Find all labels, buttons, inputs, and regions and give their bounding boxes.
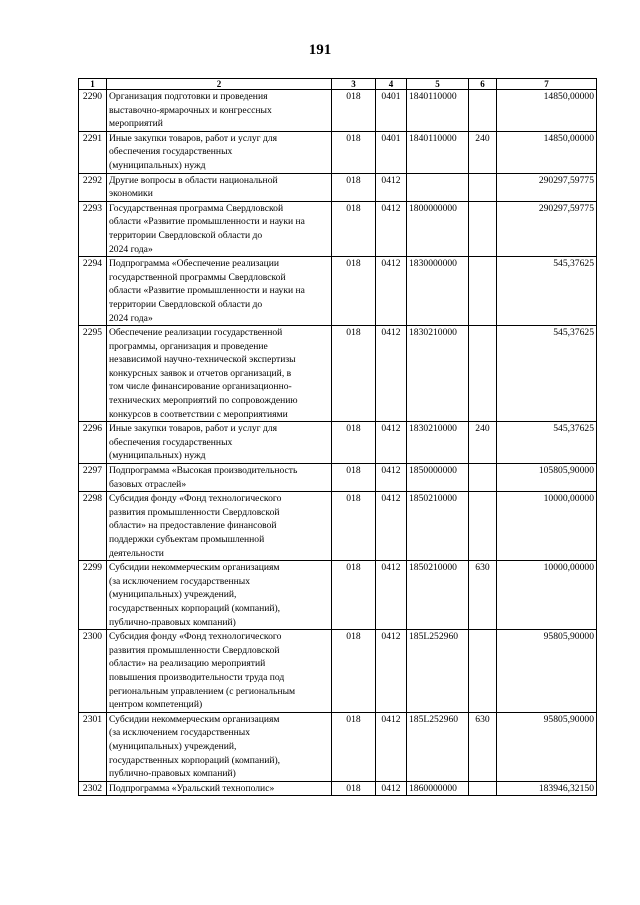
- row-description: [107, 201, 332, 256]
- description-line: обеспечения государственных: [109, 436, 233, 448]
- table-header-row: [79, 79, 597, 90]
- target-article-code: 1850000000: [407, 464, 469, 492]
- table-row: [79, 422, 597, 464]
- column-header: 2: [107, 79, 332, 90]
- table-row: [79, 90, 597, 132]
- description-line: конкурсов в соответствии с мероприятиями: [109, 408, 288, 420]
- row-number: 2297: [79, 464, 107, 492]
- amount: 545,37625: [497, 326, 597, 422]
- ministry-code: 018: [332, 422, 376, 464]
- section-code: 0401: [376, 90, 407, 132]
- description-line: базовых отраслей»: [109, 478, 187, 490]
- description-line: независимой научно-технической экспертизы: [109, 354, 296, 366]
- table-row: [79, 630, 597, 713]
- section-code: 0412: [376, 464, 407, 492]
- description-line: мероприятий: [109, 118, 163, 130]
- row-number: 2302: [79, 781, 107, 796]
- table-row: [79, 257, 597, 326]
- expense-type-code: [469, 173, 497, 201]
- table-row: [79, 464, 597, 492]
- ministry-code: 018: [332, 464, 376, 492]
- description-line: Субсидия фонду «Фонд технологического: [109, 631, 282, 643]
- description-line: (муниципальных) нужд: [109, 159, 206, 171]
- column-header: 1: [79, 79, 107, 90]
- description-line: деятельности: [109, 547, 164, 559]
- row-number: 2300: [79, 630, 107, 713]
- description-line: территории Свердловской области до: [109, 229, 263, 241]
- section-code: 0412: [376, 422, 407, 464]
- expense-type-code: [469, 492, 497, 561]
- description-line: повышения производительности труда под: [109, 671, 285, 683]
- target-article-code: 1830210000: [407, 326, 469, 422]
- row-description: [107, 131, 332, 173]
- description-line: публично-правовых компаний): [109, 768, 236, 780]
- section-code: 0412: [376, 781, 407, 796]
- amount: 183946,32150: [497, 781, 597, 796]
- amount: 545,37625: [497, 257, 597, 326]
- row-number: 2296: [79, 422, 107, 464]
- description-line: конкурсных заявок и отчетов организаций, в: [109, 367, 292, 379]
- description-line: Субсидии некоммерческим организациям: [109, 713, 280, 725]
- section-code: 0412: [376, 630, 407, 713]
- description-line: (муниципальных) учреждений,: [109, 740, 237, 752]
- section-code: 0412: [376, 326, 407, 422]
- description-line: области» на реализацию мероприятий: [109, 658, 266, 670]
- row-number: 2291: [79, 131, 107, 173]
- row-number: 2290: [79, 90, 107, 132]
- target-article-code: [407, 173, 469, 201]
- description-line: Другие вопросы в области национальной: [109, 174, 278, 186]
- description-line: региональным управлением (с региональным: [109, 685, 296, 697]
- table-row: [79, 326, 597, 422]
- ministry-code: 018: [332, 257, 376, 326]
- description-line: области «Развитие промышленности и науки на: [109, 216, 305, 228]
- description-line: Государственная программа Свердловской: [109, 202, 284, 214]
- description-line: государственной программы Свердловской: [109, 271, 286, 283]
- expense-type-code: [469, 781, 497, 796]
- table-row: [79, 173, 597, 201]
- description-line: обеспечения государственных: [109, 146, 233, 158]
- ministry-code: 018: [332, 781, 376, 796]
- row-description: [107, 422, 332, 464]
- amount: 105805,90000: [497, 464, 597, 492]
- table-row: [79, 492, 597, 561]
- description-line: Подпрограмма «Высокая производительность: [109, 465, 298, 477]
- section-code: 0401: [376, 131, 407, 173]
- target-article-code: 1840110000: [407, 131, 469, 173]
- amount: 10000,00000: [497, 561, 597, 630]
- target-article-code: 1860000000: [407, 781, 469, 796]
- description-line: области «Развитие промышленности и науки на: [109, 285, 305, 297]
- description-line: поддержки субъектам промышленной: [109, 534, 265, 545]
- row-description: [107, 561, 332, 630]
- expense-type-code: 240: [469, 422, 497, 464]
- description-line: области» на предоставление финансовой: [109, 520, 277, 532]
- expense-type-code: [469, 201, 497, 256]
- section-code: 0412: [376, 712, 407, 781]
- description-line: том числе финансирование организационно-: [109, 381, 292, 393]
- column-header: 7: [497, 79, 597, 90]
- ministry-code: 018: [332, 630, 376, 713]
- target-article-code: 1850210000: [407, 492, 469, 561]
- column-header: 4: [376, 79, 407, 90]
- amount: 10000,00000: [497, 492, 597, 561]
- row-description: [107, 257, 332, 326]
- table-row: [79, 712, 597, 781]
- target-article-code: 1800000000: [407, 201, 469, 256]
- description-line: центром компетенций): [109, 699, 203, 711]
- page-number: 191: [308, 42, 332, 58]
- description-line: публично-правовых компаний): [109, 616, 236, 628]
- column-header: 6: [469, 79, 497, 90]
- ministry-code: 018: [332, 201, 376, 256]
- row-description: [107, 326, 332, 422]
- description-line: Иные закупки товаров, работ и услуг для: [109, 423, 278, 435]
- description-line: 2024 года»: [109, 312, 153, 324]
- ministry-code: 018: [332, 712, 376, 781]
- expense-type-code: 240: [469, 131, 497, 173]
- target-article-code: 185L252960: [407, 630, 469, 713]
- expense-type-code: [469, 326, 497, 422]
- row-number: 2293: [79, 201, 107, 256]
- amount: 95805,90000: [497, 712, 597, 781]
- section-code: 0412: [376, 201, 407, 256]
- description-line: технических мероприятий по сопровождению: [109, 395, 298, 407]
- description-line: государственных корпораций (компаний),: [109, 602, 281, 614]
- row-description: [107, 464, 332, 492]
- section-code: 0412: [376, 173, 407, 201]
- row-description: [107, 781, 332, 796]
- expense-type-code: [469, 90, 497, 132]
- description-line: (за исключением государственных: [109, 575, 251, 587]
- description-line: (муниципальных) нужд: [109, 450, 206, 462]
- ministry-code: 018: [332, 561, 376, 630]
- target-article-code: 1840110000: [407, 90, 469, 132]
- row-number: 2292: [79, 173, 107, 201]
- amount: 545,37625: [497, 422, 597, 464]
- expense-type-code: [469, 257, 497, 326]
- table-body: [79, 90, 597, 796]
- expense-type-code: 630: [469, 561, 497, 630]
- amount: 95805,90000: [497, 630, 597, 713]
- amount: 290297,59775: [497, 201, 597, 256]
- description-line: Субсидии некоммерческим организациям: [109, 562, 280, 574]
- row-description: [107, 492, 332, 561]
- table-row: [79, 561, 597, 630]
- description-line: Иные закупки товаров, работ и услуг для: [109, 132, 278, 144]
- description-line: Субсидия фонду «Фонд технологического: [109, 493, 282, 505]
- row-number: 2301: [79, 712, 107, 781]
- row-description: [107, 90, 332, 132]
- description-line: Организация подготовки и проведения: [109, 91, 268, 102]
- description-line: (за исключением государственных: [109, 727, 251, 739]
- row-description: [107, 173, 332, 201]
- description-line: государственных корпораций (компаний),: [109, 754, 281, 766]
- description-line: развития промышленности Свердловской: [109, 644, 280, 656]
- row-number: 2298: [79, 492, 107, 561]
- description-line: Подпрограмма «Уральский технополис»: [109, 782, 275, 794]
- expense-type-code: 630: [469, 712, 497, 781]
- amount: 290297,59775: [497, 173, 597, 201]
- ministry-code: 018: [332, 326, 376, 422]
- table-row: [79, 201, 597, 256]
- row-number: 2299: [79, 561, 107, 630]
- target-article-code: 1830000000: [407, 257, 469, 326]
- target-article-code: 1830210000: [407, 422, 469, 464]
- row-number: 2294: [79, 257, 107, 326]
- column-header: 3: [332, 79, 376, 90]
- section-code: 0412: [376, 561, 407, 630]
- description-line: развития промышленности Свердловской: [109, 506, 280, 518]
- description-line: программы, организация и проведение: [109, 340, 268, 352]
- section-code: 0412: [376, 492, 407, 561]
- description-line: выставочно-ярмарочных и конгрессных: [109, 104, 272, 116]
- ministry-code: 018: [332, 131, 376, 173]
- description-line: 2024 года»: [109, 243, 153, 255]
- description-line: территории Свердловской области до: [109, 298, 263, 310]
- description-line: (муниципальных) учреждений,: [109, 589, 237, 601]
- table-row: [79, 131, 597, 173]
- column-header: 5: [407, 79, 469, 90]
- section-code: 0412: [376, 257, 407, 326]
- target-article-code: 1850210000: [407, 561, 469, 630]
- description-line: экономики: [109, 188, 153, 200]
- description-line: Подпрограмма «Обеспечение реализации: [109, 258, 280, 270]
- row-description: [107, 712, 332, 781]
- row-number: 2295: [79, 326, 107, 422]
- budget-table: [78, 78, 597, 796]
- ministry-code: 018: [332, 173, 376, 201]
- ministry-code: 018: [332, 492, 376, 561]
- expense-type-code: [469, 630, 497, 713]
- row-description: [107, 630, 332, 713]
- expense-type-code: [469, 464, 497, 492]
- target-article-code: 185L252960: [407, 712, 469, 781]
- table-row: [79, 781, 597, 796]
- ministry-code: 018: [332, 90, 376, 132]
- description-line: Обеспечение реализации государственной: [109, 327, 283, 339]
- amount: 14850,00000: [497, 131, 597, 173]
- amount: 14850,00000: [497, 90, 597, 132]
